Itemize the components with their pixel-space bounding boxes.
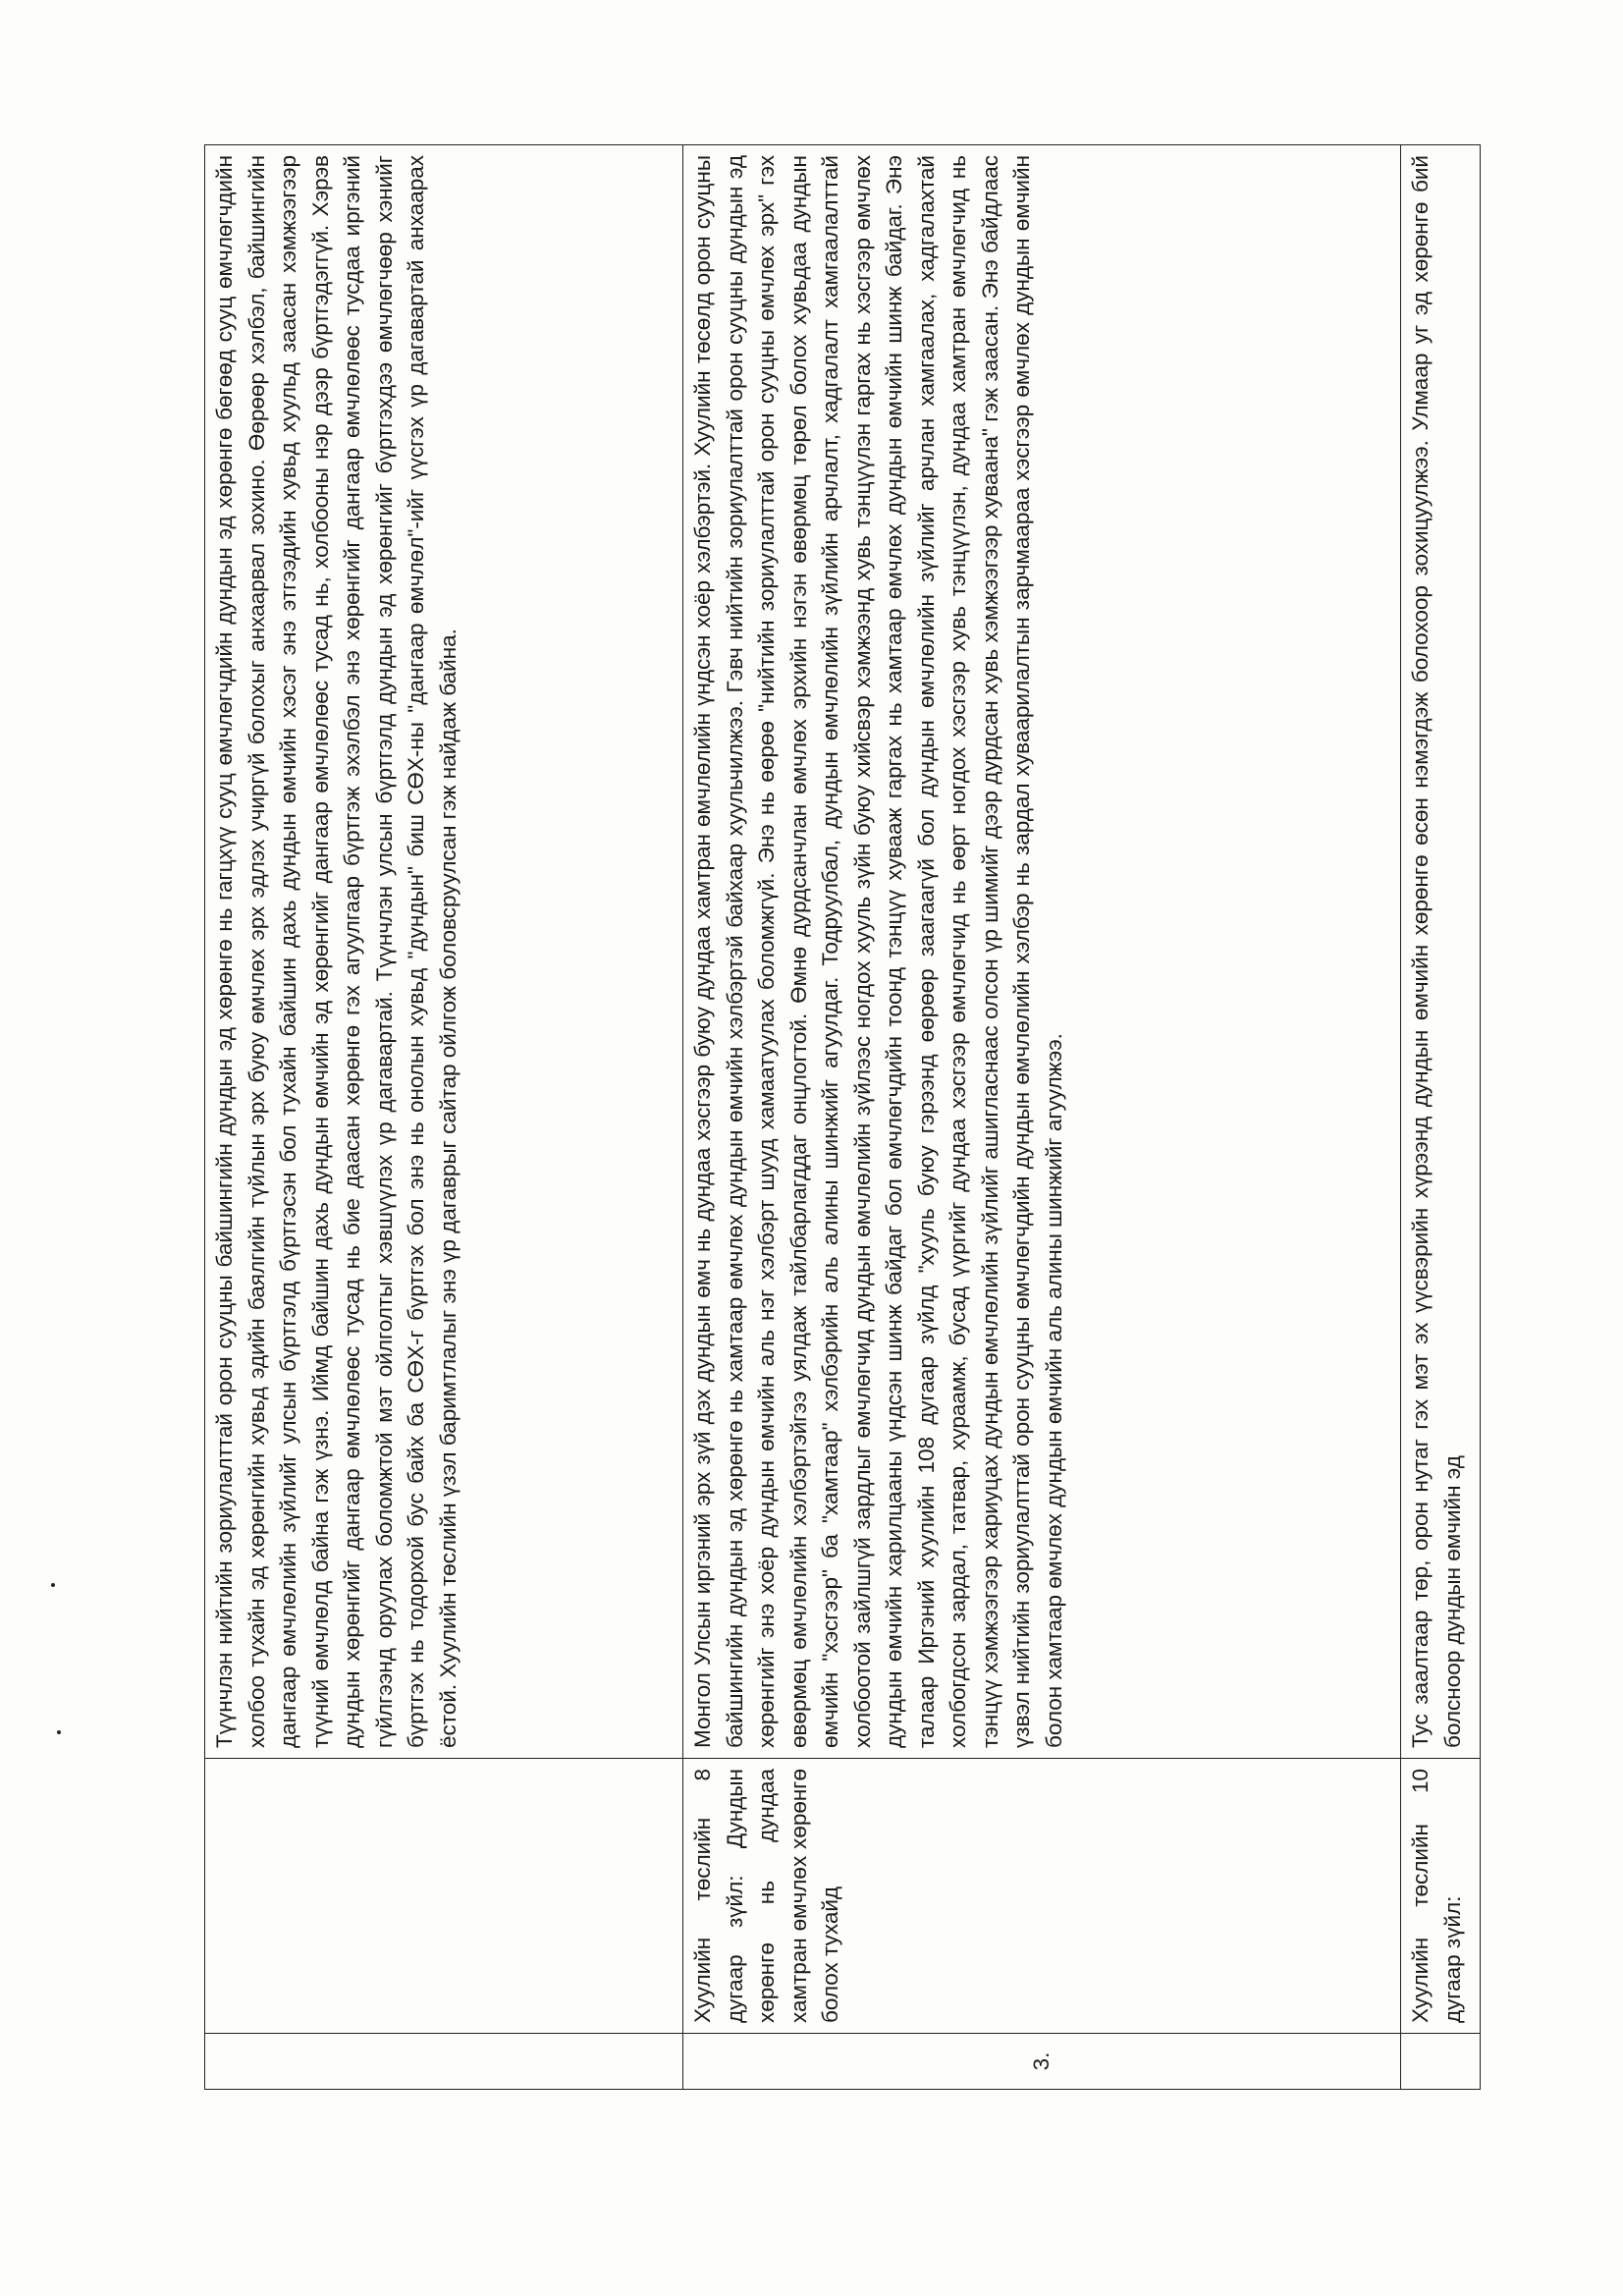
comment-text: Түүнчлэн нийтийн зориулалттай орон сууцны байшингийн дундын эд хөрөнгө нь гагцхүү сууц өмчлөгчдийн дундын эд хөрөнгө бөгөөд сууц өмчлөгчдийн холбоо тухайн эд хөрөнгийн хувьд эдийн баялгийн түйлын эрх буюу өмчлөх эрх эдлэх учиргүй болохыг анхаарвал зохино. Өөрөөр хэлбэл, байшингийн дангаар өмчлөлийн зүйлийг улсын бүртгэлд бүртгэсэн бол тухайн байшин дахь дундын өмчийн хэсэг энэ этгээдийн хувьд хуульд заасан хэмжээгээр түүний өмчлөлд байна гэж үзнэ. Иймд байшин дахь дундын өмчийн эд хөрөнгийг дангаар өмчлөлөөс тусад нь, холбооны нэр дээр бүртгэдэггүй. Хэрэв дундын хөрөнгийг дангаар өмчлөлөөс тусад нь бие даасан хөрөнгө гэх агуулгаар бүртгэж эхэлбэл энэ хөрөнгийг дангаар өмчлөлөөс тусдаа иргэний гүйлгээнд оруулах боломжтой мэт ойлголтыг хэвшүүлэх үр дагавартай. Түүнчлэн улсын бүртгэлд дундын эд хөрөнгийг бүртгэхдээ өмчлөгчөөр хэнийг бүртгэх нь тодорхой бус байх ба СӨХ-г бүртгэх бол энэ нь онолын хувьд "дундын" биш СӨХ-ны "дангаар өмчлөл"-ийг үүсгэх үр дагавартай анхаарах ёстой. Хуулийн төслийн үзэл баримтлалыг энэ үр дагаврыг сайтар ойлгож боловсруулсан гэж найдаж байна. <box>212 155 460 1748</box>
article-cell: Хуулийн төслийн 10 дугаар зүйл: <box>1401 1759 1481 2034</box>
comments-table <box>204 144 1481 2090</box>
rotated-page <box>204 145 1471 2090</box>
row-number: 3. <box>683 2034 1401 2090</box>
article-cell: Хуулийн төслийн 8 дугаар зүйл: Дундын хөрөнгө нь дундаа хамтран өмчлөх хөрөнгө болох тухайд <box>683 1759 1401 2034</box>
table-row <box>205 145 683 2090</box>
comment-cell <box>205 145 683 1759</box>
scan-mark-top <box>51 1583 55 1587</box>
article-cell <box>205 1759 683 2034</box>
comment-cell <box>683 145 1401 1759</box>
comment-cell <box>1401 145 1481 1759</box>
table-row <box>683 145 1401 2090</box>
row-number <box>205 2034 683 2090</box>
row-number <box>1401 2034 1481 2090</box>
comment-text: Монгол Улсын иргэний эрх зүй дэх дундын өмч нь дундаа хэсгээр буюу дундаа хамтран өмчлөлийн үндсэн хоёр хэлбэртэй. Хуулийн төсөлд орон сууцны байшингийн дундын эд хөрөнгө нь хамтаар өмчлөх дундын өмчийн хэлбэртэй байхаар хуульчилжээ. Гэвч нийтийн зориулалттай орон сууцны дундын эд хөрөнгийг энэ хоёр дундын өмчийн аль нэг хэлбэрт шууд хамаатуулах боломжгүй. Энэ нь өөрөө "нийтийн зориулалттай орон сууцны өмчлөх эрх" гэх өвөрмөц өмчлөлийн хэлбэртэйгээ уялдаж тайлбарлагддаг онцлогтой. Өмнө дурдсанчлан өмчлөх эрхийн нэгэн өвөрмөц төрөл болох хувьдаа дундын өмчийн "хэсгээр" ба "хамтаар" хэлбэрийн аль алины шинжийг агуулдаг. Тодруулбал, дундын өмчлөлийн зүйлийн арчлалт, хадгалалт хамгаалалттай холбоотой зайлшгүй зардлыг өмчлөгчид дундын өмчлөлийн зүйлээс ногдох хууль зүйн буюу хийсвэр хэмжээнд хувь тэнцүүлэн гаргах нь хэсгээр өмчлөх дундын өмчийн харилцааны үндсэн шинж байдаг бол өмчлөгчдийн тоонд тэнцүү хувааж гаргах нь хамтаар өмчлөх дундын өмчийн шинж байдаг. Энэ талаар Иргэний хуулийн 108 дугаар зүйлд "хууль буюу гэрээнд өөрөөр заагаагүй бол дундын өмчлөлийн зүйлийг арчлан хамгаалах, хадгалахтай холбогдсон зардал, татвар, хураамж, бусад үүргийг дундаа хэсгээр өмчлөгчид нь өөрт ногдох хэсгээр хувь тэнцүүлэн, дундаа хамтран өмчлөгчид нь тэнцүү хэмжээгээр хариуцах дундын өмчлөлийн зүйлийг ашигласнаас олсон үр шимийг дээр дурдсан хувь хэмжээгээр хуваана" гэж заасан. Энэ байдлаас үзвэл нийтийн зориулалттай орон сууцны өмчлөгчдийн дундын өмчлөлийн хэлбэр нь зардал хуваарилалтын зарчмаараа хэсгээр өмчлөх дундын өмчийн болон хамтаар өмчлөх дундын өмчийн аль алины шинжийг агуулжээ. <box>690 155 1066 1748</box>
table-row <box>1401 145 1481 2090</box>
scan-mark-bottom <box>57 1730 61 1734</box>
comment-text: Тус заалтаар төр, орон нутаг гэх мэт эх үүсвэрийн хүрээнд дундын өмчийн хөрөнгө өсөн нэмэгдэж болохоор зохицуулжээ. Улмаар уг эд хөрөнгө бий болсноор дундын өмчийн эд <box>1408 155 1465 1748</box>
